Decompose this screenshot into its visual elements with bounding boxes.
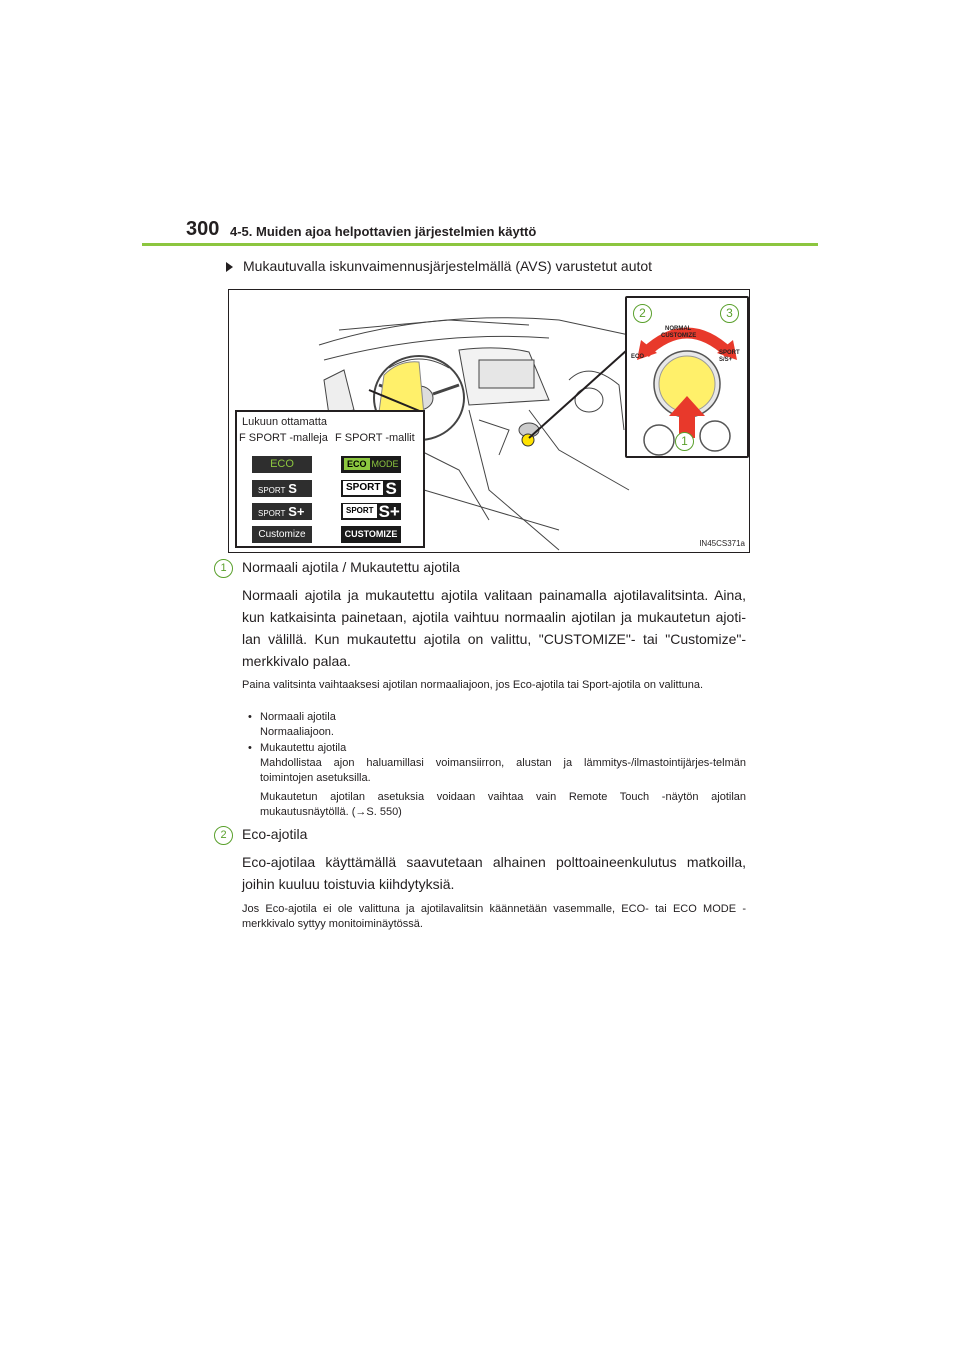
item-title-2: Eco-ajotila bbox=[242, 826, 308, 842]
sport-s-indicator: SPORT S bbox=[252, 480, 312, 497]
fsport-sport-s-indicator: SPORT S bbox=[341, 480, 401, 497]
item-note-2: Jos Eco-ajotila ei ole valittuna ja ajotilavalitsin käännetään vasemmalle, ECO- tai ECO MODE -merkkivalo syttyy monitoiminäytössä. bbox=[242, 903, 746, 930]
bullet-2-text: Mahdollistaa ajon haluamillasi voimansiirron, alustan ja lämmitys-/ilmastointijärjes-telmän toimintojen asetuksilla. bbox=[260, 757, 746, 784]
item-number-2: 2 bbox=[214, 826, 233, 845]
callout-2: 2 bbox=[633, 304, 652, 323]
label-fsport-models: F SPORT -mallit bbox=[335, 432, 415, 444]
bullet-2-title: Mukautettu ajotila bbox=[260, 742, 347, 754]
subheading-text: Mukautuvalla iskunvaimennusjärjestelmällä (AVS) varustetut autot bbox=[243, 258, 653, 274]
indicator-label-box bbox=[235, 410, 425, 548]
bullet-1-title: Normaali ajotila bbox=[260, 711, 336, 723]
page-number: 300 bbox=[186, 218, 220, 240]
callout-3: 3 bbox=[720, 304, 739, 323]
bullet-2-text2: Mukautetun ajotilan asetuksia voidaan vaihtaa vain Remote Touch -näytön ajotilan mukautusnäytöllä. (→S. 550) bbox=[260, 791, 746, 818]
bullet-1: • bbox=[248, 711, 252, 723]
subheading bbox=[226, 258, 652, 274]
drive-mode-dial-box bbox=[625, 296, 749, 458]
bullet-1-text: Normaaliajoon. bbox=[260, 726, 334, 738]
dial-label-normal: NORMAL bbox=[665, 326, 692, 332]
dial-label-eco: ECO bbox=[631, 354, 645, 360]
dial-label-sport: SPORT bbox=[719, 350, 740, 356]
section-title: 4-5. Muiden ajoa helpottavien järjestelmien käyttö bbox=[230, 224, 537, 239]
eco-mode-indicator: ECO MODE bbox=[341, 456, 401, 473]
label-except: Lukuun ottamatta bbox=[242, 416, 328, 428]
item-body-1: Normaali ajotila ja mukautettu ajotila valitaan painamalla ajotilavalitsinta. Aina, kun katkaisinta painetaan, ajotila vaihtuu normaalin ajotilan ja mukautetun ajoti-lan välillä. Kun mukautettu ajotila on valittu, "CUSTOMIZE"- tai "Customize"-merkkivalo palaa. bbox=[242, 587, 746, 669]
item-title-1: Normaali ajotila / Mukautettu ajotila bbox=[242, 559, 460, 575]
fsport-customize-indicator: CUSTOMIZE bbox=[341, 526, 401, 543]
item-note-1: Paina valitsinta vaihtaaksesi ajotilan normaaliajoon, jos Eco-ajotila tai Sport-ajotila on valittuna. bbox=[242, 679, 704, 691]
item-body-2: Eco-ajotilaa käyttämällä saavutetaan alhainen polttoaineenkulutus matkoilla, joihin kuuluu toistuvia kiihdytyksiä. bbox=[242, 854, 746, 892]
eco-indicator: ECO bbox=[252, 456, 312, 473]
triangle-bullet-icon bbox=[226, 262, 233, 272]
dial-label-sport-sub: S/S+ bbox=[719, 357, 733, 363]
customize-indicator: Customize bbox=[252, 526, 312, 543]
item-number-1: 1 bbox=[214, 559, 233, 578]
sport-splus-indicator: SPORT S+ bbox=[252, 503, 312, 520]
callout-1: 1 bbox=[675, 432, 694, 451]
figure-code: IN45CS371a bbox=[699, 539, 745, 548]
header-rule bbox=[142, 243, 818, 246]
bullet-2: • bbox=[248, 742, 252, 754]
dial-label-customize: CUSTOMIZE bbox=[661, 333, 697, 339]
label-standard-models: F SPORT -malleja bbox=[239, 432, 328, 444]
illustration-figure bbox=[228, 289, 750, 553]
fsport-sport-splus-indicator: SPORT S+ bbox=[341, 503, 401, 520]
